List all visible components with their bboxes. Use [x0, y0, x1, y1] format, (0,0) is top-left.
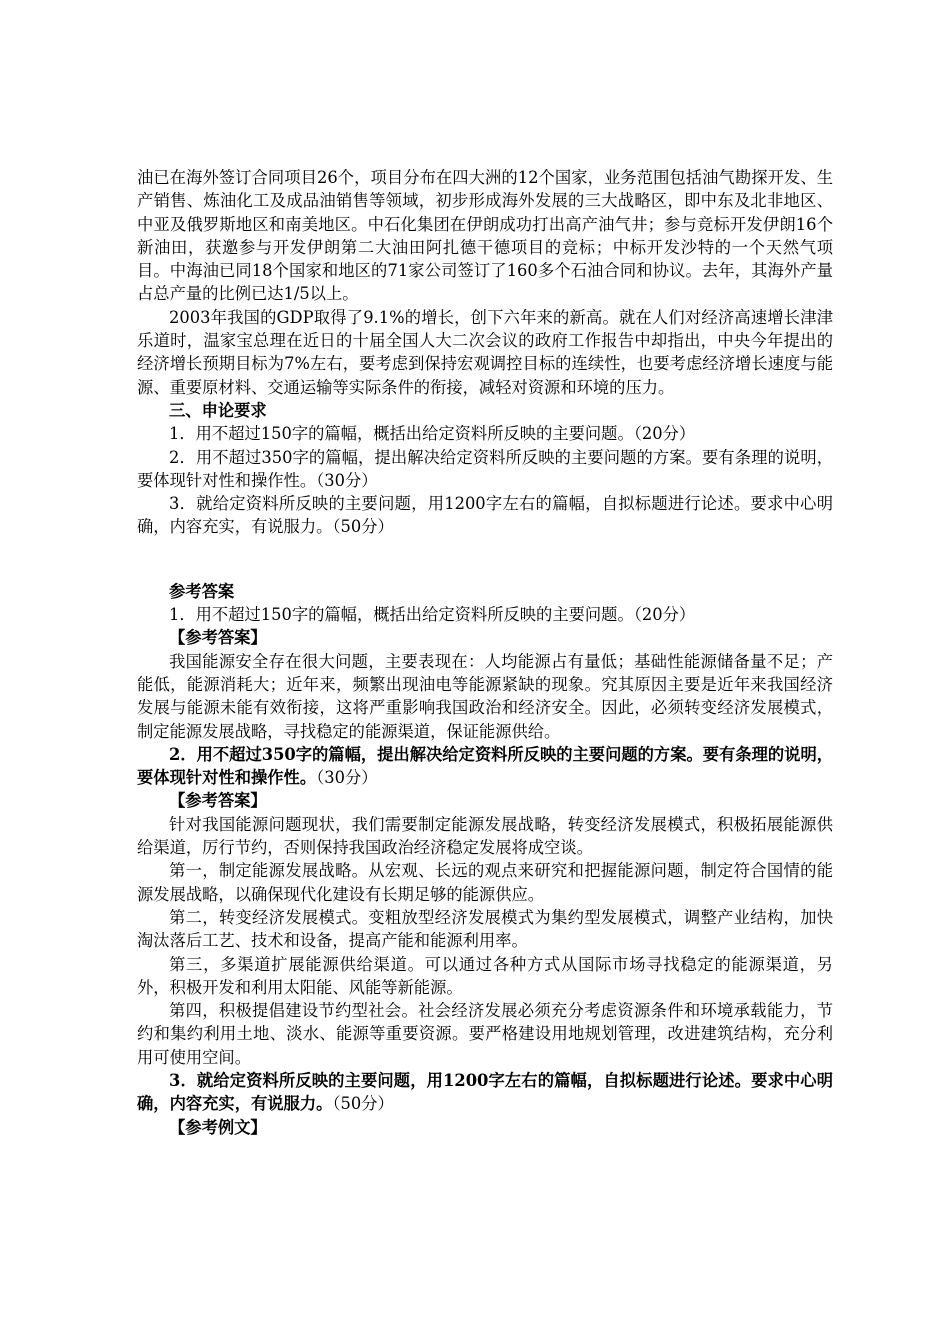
answer-1: 我国能源安全存在很大问题，主要表现在：人均能源占有量低；基础性能源储备量不足；产能低，能源消耗大；近年来，频繁出现油电等能源紧缺的现象。究其原因主要是近年来我国经济发展与能源未能有效衔接，这将严重影响我国政治和经济安全。因此，必须转变经济发展模式，制定能源发展战略，寻找稳定的能源渠道，保证能源供给。	[137, 651, 833, 741]
paragraph-gdp: 2003年我国的GDP取得了9.1%的增长，创下六年来的新高。就在人们对经济高速增长津津乐道时，温家宝总理在近日的十届全国人大二次会议的政府工作报告中却指出，中央今年提出的经济增长预期目标为7%左右，要考虑到保持宏观调控目标的连续性，也要考虑经济增长速度与能源、重要原材料、交通运输等实际条件的衔接，减轻对资源和环境的压力。	[137, 307, 833, 397]
answer-2-point-4: 第四，积极提倡建设节约型社会。社会经济发展必须充分考虑资源条件和环境承载能力，节约和集约利用土地、淡水、能源等重要资源。要严格建设用地规划管理，改进建筑结构，充分利用可使用空间。	[137, 1001, 833, 1067]
requirement-1: 1．用不超过150字的篇幅，概括出给定资料所反映的主要问题。（20分）	[169, 424, 696, 444]
answer-label-2: 【参考答案】	[169, 791, 267, 811]
requirement-2: 2．用不超过350字的篇幅，提出解决给定资料所反映的主要问题的方案。要有条理的说明，要体现针对性和操作性。（30分）	[137, 447, 833, 490]
requirement-3: 3．就给定资料所反映的主要问题，用1200字左右的篇幅，自拟标题进行论述。要求中心明确，内容充实，有说服力。（50分）	[137, 494, 833, 537]
answer-2-point-2: 第二，转变经济发展模式。变粗放型经济发展模式为集约型发展模式，调整产业结构，加快淘汰落后工艺、技术和设备，提高产能和能源利用率。	[137, 907, 833, 951]
question-1: 1．用不超过150字的篇幅，概括出给定资料所反映的主要问题。（20分）	[169, 605, 696, 625]
question-3-text: 3．就给定资料所反映的主要问题，用1200字左右的篇幅，自拟标题进行论述。要求中心明确，内容充实，有说服力。	[137, 1070, 833, 1114]
section-gap	[137, 539, 833, 580]
paragraph-overseas-oil: 油已在海外签订合同项目26个，项目分布在四大洲的12个国家，业务范围包括油气勘探开发、生产销售、炼油化工及成品油销售等领域，初步形成海外发展的三大战略区，即中东及北非地区、中亚及俄罗斯地区和南美地区。中石化集团在伊朗成功打出高产油气井；参与竞标开发伊朗16个新油田，获邀参与开发伊朗第二大油田阿扎德干德项目的竞标；中标开发沙特的一个天然气项目。中海油已同18个国家和地区的71家公司签订了160多个石油合同和协议。去年，其海外产量占总产量的比例已达1/5以上。	[137, 168, 833, 304]
question-2-score: （30分）	[316, 768, 378, 788]
answer-2-point-3: 第三，多渠道扩展能源供给渠道。可以通过各种方式从国际市场寻找稳定的能源渠道，另外，积极开发和利用太阳能、风能等新能源。	[137, 954, 833, 997]
heading-requirements: 三、申论要求	[169, 400, 267, 420]
heading-reference-answers: 参考答案	[169, 581, 235, 601]
answer-2-point-1: 第一，制定能源发展战略。从宏观、长远的观点来研究和把握能源问题，制定符合国情的能源发展战略，以确保现代化建设有长期足够的能源供应。	[137, 861, 833, 904]
answer-label-1: 【参考答案】	[169, 628, 267, 648]
document-page	[137, 166, 833, 1139]
answer-2-intro: 针对我国能源问题现状，我们需要制定能源发展战略，转变经济发展模式，积极拓展能源供给渠道，厉行节约，否则保持我国政治经济稳定发展将成空谈。	[137, 814, 833, 858]
question-2-text: 2．用不超过350字的篇幅，提出解决给定资料所反映的主要问题的方案。要有条理的说明，要体现针对性和操作性。	[137, 744, 834, 788]
sample-essay-label: 【参考例文】	[169, 1117, 267, 1137]
question-3-score: （50分）	[332, 1094, 394, 1114]
question-2	[137, 743, 833, 790]
question-3	[137, 1069, 833, 1116]
